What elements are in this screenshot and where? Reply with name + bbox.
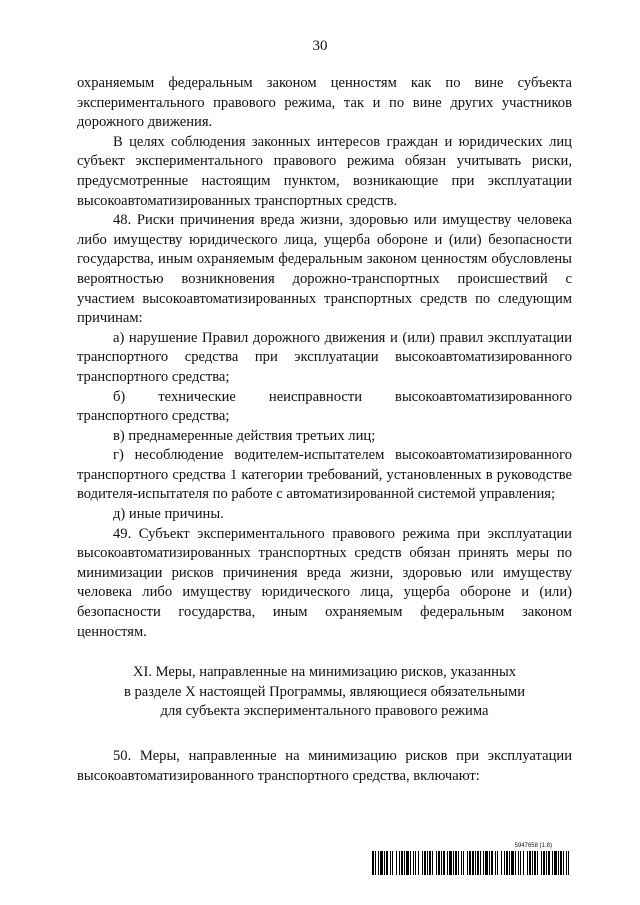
- paragraph-50: 50. Меры, направленные на минимизацию рисков при эксплуатации высокоавтоматизированного транспортного средства, включают:: [77, 748, 572, 784]
- list-item-a: а) нарушение Правил дорожного движения и (или) правил эксплуатации транспортного средства при эксплуатации высокоавтоматизированного транспортного средства;: [77, 329, 572, 385]
- list-item-b: б) технические неисправности высокоавтоматизированного транспортного средства;: [77, 388, 572, 425]
- paragraph-legitimate-interests: В целях соблюдения законных интересов граждан и юридических лиц субъект экспериментального правового режима обязан учитывать риски, предусмотренные настоящим пунктом, возникающие при эксплуатации высокоавтоматизированных транспортных средств.: [77, 133, 572, 209]
- paragraph-49: 49. Субъект экспериментального правового режима при эксплуатации высокоавтоматизированных транспортных средств обязан принять меры по минимизации рисков причинения вреда жизни, здоровью или имуществу человека либо имуществу юридического лица, ущерба обороне и (или) безопасности государства, иным охраняемым федеральным законом ценностям.: [77, 525, 572, 640]
- document-body: [77, 74, 572, 786]
- barcode-stripe: [569, 851, 572, 875]
- section-heading-line-2: в разделе X настоящей Программы, являющиеся обязательными: [123, 683, 526, 700]
- section-heading: [77, 663, 572, 722]
- section-heading-line-1: XI. Меры, направленные на минимизацию рисков, указанных: [132, 664, 517, 681]
- list-item-v: в) преднамеренные действия третьих лиц;: [113, 427, 376, 444]
- section-heading-line-3: для субъекта экспериментального правового режима: [160, 703, 489, 720]
- list-item-d: д) иные причины.: [113, 506, 224, 523]
- barcode: [372, 851, 572, 875]
- barcode-code: 5947658 (1.8): [514, 843, 552, 849]
- paragraph-continuation: охраняемым федеральным законом ценностям как по вине субъекта экспериментального правового режима, так и по вине других участников дорожного движения.: [77, 75, 572, 131]
- page-number: 30: [312, 38, 328, 54]
- list-item-g: г) несоблюдение водителем-испытателем высокоавтоматизированного транспортного средства 1 категории требований, установленных в руководстве водителя-испытателя по работе с автоматизированной системой управления;: [77, 447, 572, 503]
- paragraph-48: 48. Риски причинения вреда жизни, здоровью или имуществу человека либо имуществу юридического лица, ущерба обороне и (или) безопасности государства, иным охраняемым федеральным законом ценностям обусловлены вероятностью возникновения дорожно-транспортных происшествий с участием высокоавтоматизированных транспортных средств по следующим причинам:: [77, 212, 572, 327]
- barcode-block: [372, 843, 572, 875]
